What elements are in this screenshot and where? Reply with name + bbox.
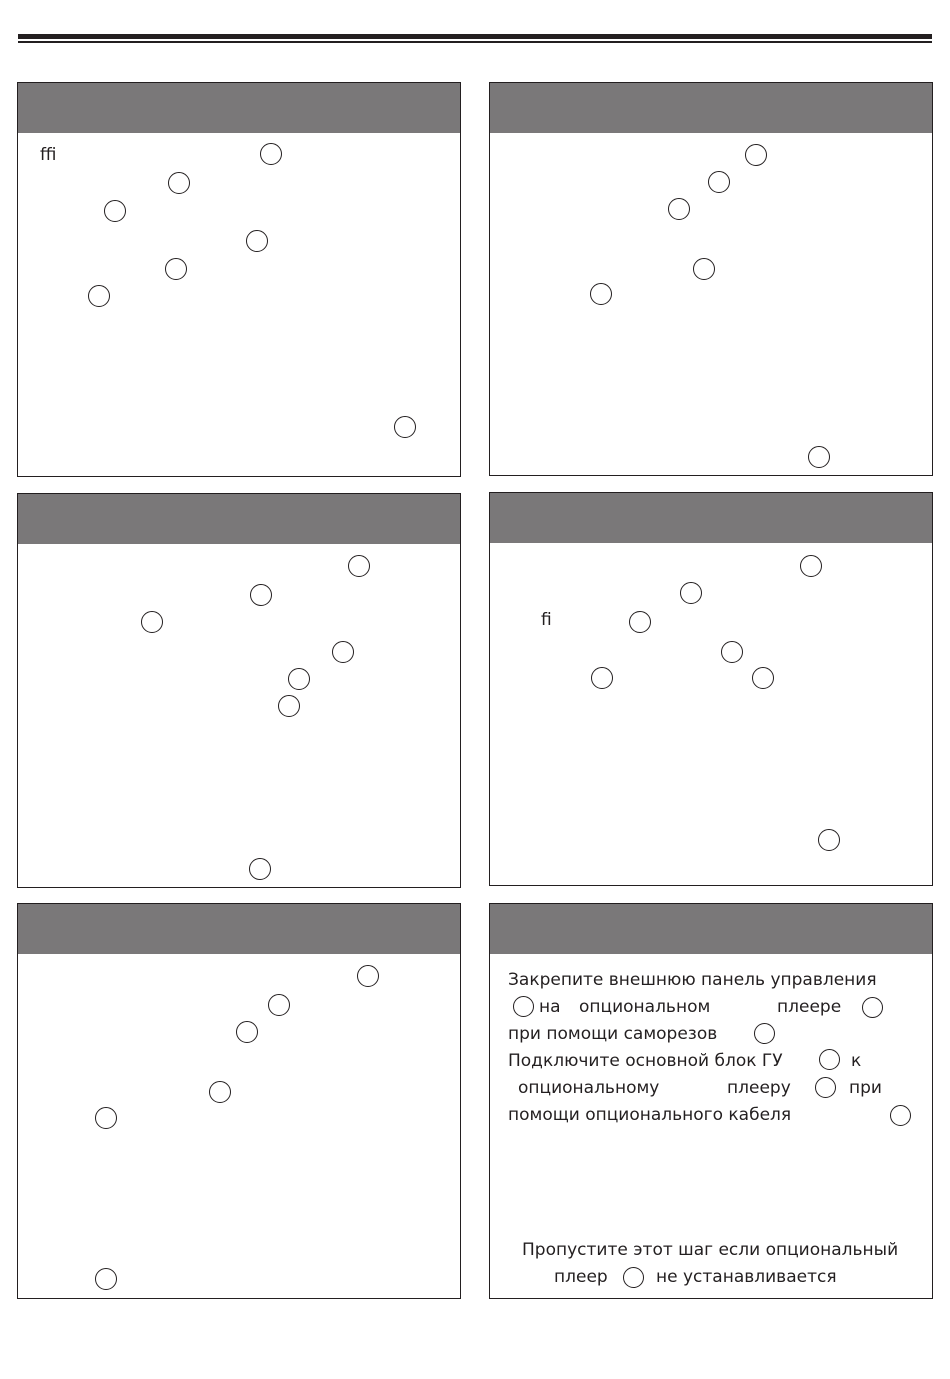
callout-marker — [862, 997, 883, 1018]
callout-marker — [288, 668, 310, 690]
note-word: не устанавливается — [656, 1267, 837, 1287]
callout-marker — [890, 1105, 911, 1126]
callout-marker — [693, 258, 715, 280]
step-panel-2 — [489, 82, 933, 476]
step-panel-3-header — [18, 494, 460, 544]
callout-marker — [752, 667, 774, 689]
step-panel-4-header — [490, 493, 932, 543]
callout-marker — [721, 641, 743, 663]
callout-marker — [246, 230, 268, 252]
callout-marker — [348, 555, 370, 577]
top-rule-thick — [18, 34, 932, 39]
instruction-line: Подключите основной блок ГУ — [508, 1051, 783, 1071]
callout-marker — [818, 829, 840, 851]
step-panel-3 — [17, 493, 461, 888]
callout-marker — [236, 1021, 258, 1043]
callout-marker — [680, 582, 702, 604]
callout-marker — [168, 172, 190, 194]
callout-marker — [268, 994, 290, 1016]
instruction-line: помощи опционального кабеля — [508, 1105, 792, 1125]
instruction-line: при помощи саморезов — [508, 1024, 718, 1044]
instruction-word: плееру — [727, 1078, 791, 1098]
ligature-glyph: ﬁ — [541, 610, 552, 630]
callout-marker — [708, 171, 730, 193]
callout-marker — [95, 1107, 117, 1129]
step-panel-4 — [489, 492, 933, 886]
note-line: Пропустите этот шаг если опциональный — [522, 1240, 899, 1260]
callout-marker — [745, 144, 767, 166]
step-panel-1 — [17, 82, 461, 477]
instruction-word: при — [849, 1078, 882, 1098]
callout-marker — [808, 446, 830, 468]
callout-marker — [800, 555, 822, 577]
step-panel-5 — [17, 903, 461, 1299]
callout-marker — [591, 667, 613, 689]
callout-marker — [260, 143, 282, 165]
callout-marker — [623, 1267, 644, 1288]
instruction-word: опциональному — [518, 1078, 660, 1098]
callout-marker — [629, 611, 651, 633]
step-panel-1-header — [18, 83, 460, 133]
callout-marker — [332, 641, 354, 663]
instruction-word: на — [539, 997, 561, 1017]
callout-marker — [754, 1023, 775, 1044]
callout-marker — [815, 1077, 836, 1098]
ligature-glyph: ﬃ — [40, 145, 57, 165]
callout-marker — [165, 258, 187, 280]
top-rule-thin — [18, 41, 932, 43]
callout-marker — [250, 584, 272, 606]
callout-marker — [141, 611, 163, 633]
callout-marker — [513, 996, 534, 1017]
step-panel-2-header — [490, 83, 932, 133]
callout-marker — [88, 285, 110, 307]
step-panel-5-header — [18, 904, 460, 954]
callout-marker — [590, 283, 612, 305]
callout-marker — [357, 965, 379, 987]
callout-marker — [668, 198, 690, 220]
callout-marker — [394, 416, 416, 438]
step-panel-6 — [489, 903, 933, 1299]
note-word: плеер — [554, 1267, 608, 1287]
instruction-word: опциональном — [579, 997, 711, 1017]
callout-marker — [209, 1081, 231, 1103]
instruction-line: Закрепите внешнюю панель управления — [508, 970, 877, 990]
instruction-word: к — [851, 1051, 862, 1071]
callout-marker — [249, 858, 271, 880]
callout-marker — [819, 1049, 840, 1070]
instruction-word: плеере — [777, 997, 842, 1017]
callout-marker — [278, 695, 300, 717]
step-panel-6-header — [490, 904, 932, 954]
callout-marker — [104, 200, 126, 222]
callout-marker — [95, 1268, 117, 1290]
